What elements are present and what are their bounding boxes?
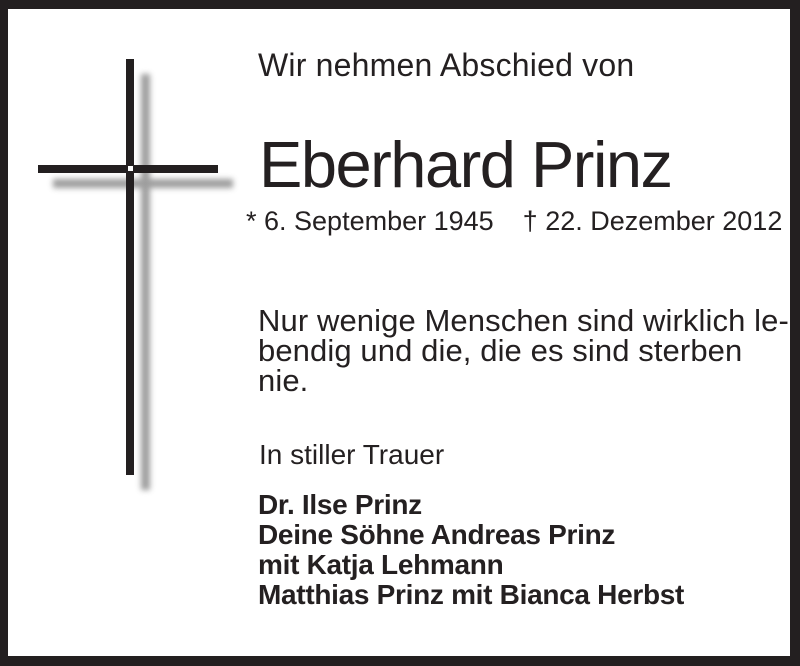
birth-date: * 6. September 1945	[246, 206, 494, 236]
deceased-name: Eberhard Prinz	[259, 128, 672, 201]
mourner-name: mit Katja Lehmann	[258, 549, 504, 580]
quote-line-2: bendig und die, die es sind sterben nie.	[258, 333, 743, 398]
mourner-name: Dr. Ilse Prinz	[258, 489, 422, 520]
cross-shadow-vertical-bar	[141, 74, 150, 490]
closing-phrase: In stiller Trauer	[259, 439, 445, 470]
intro-line: Wir nehmen Abschied von	[258, 47, 635, 83]
cross-center-gap	[128, 166, 133, 171]
quote-line-1: Nur wenige Menschen sind wirklich le-	[258, 303, 789, 338]
mourners-list	[258, 490, 684, 610]
cross-shadow-horizontal-bar	[53, 179, 233, 188]
life-dates	[246, 207, 782, 235]
mourner-name: Matthias Prinz mit Bianca Herbst	[258, 579, 685, 610]
memorial-quote	[258, 303, 800, 398]
mourner-name: Deine Söhne Andreas Prinz	[258, 519, 616, 550]
death-date: † 22. Dezember 2012	[522, 206, 783, 236]
cross-vertical-bar	[126, 59, 134, 475]
